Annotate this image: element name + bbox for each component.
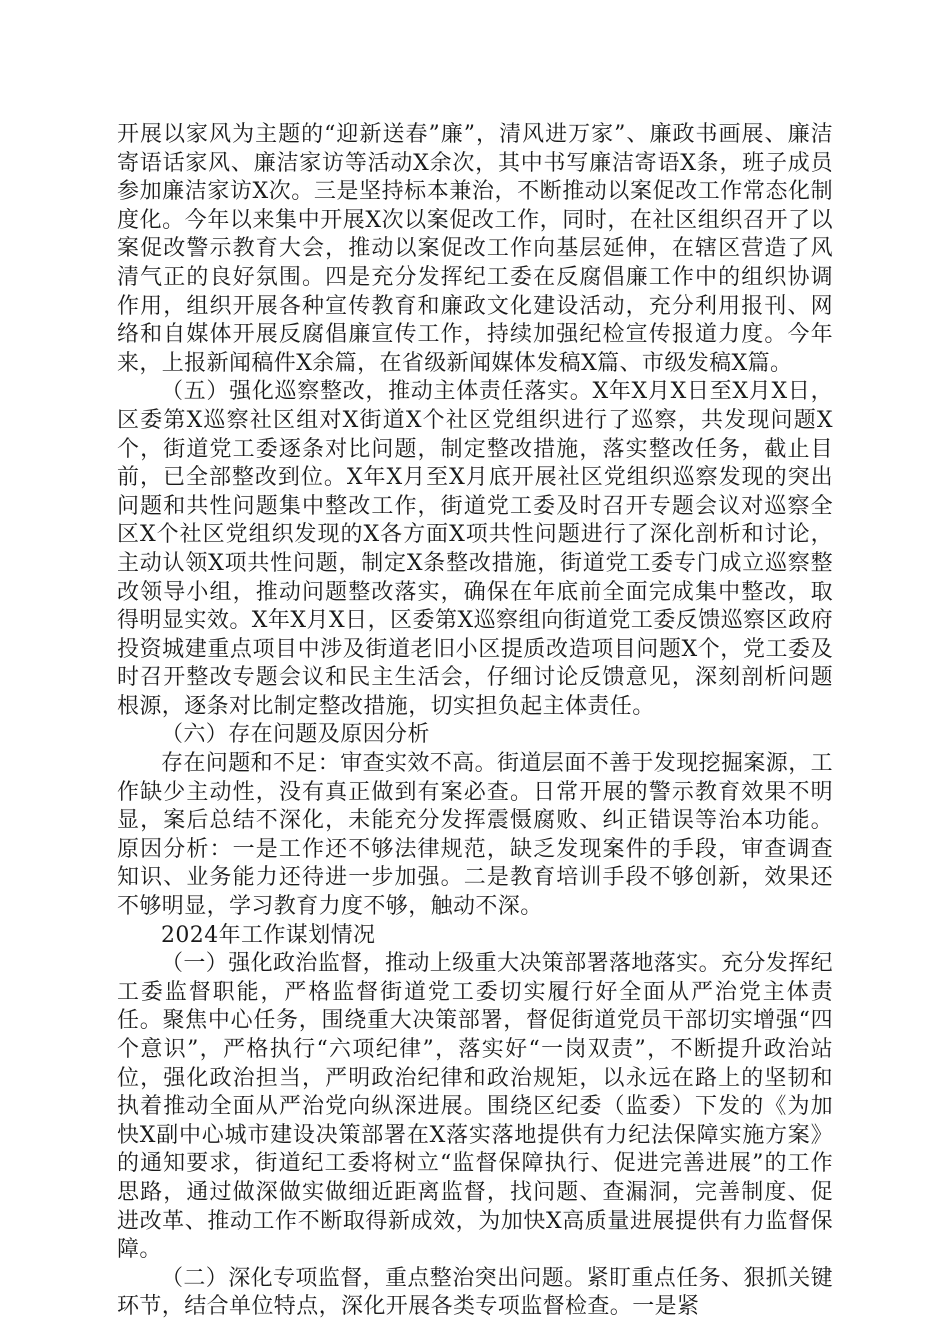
paragraph-political-supervision: （一）强化政治监督，推动上级重大决策部署落地落实。充分发挥纪工委监督职能，严格监督街道党工委切实履行好全面从严治党主体责任。聚焦中心任务，围绕重大决策部署，督促街道党员干部切实增强“四个意识”，严格执行“六项纪律”，落实好“一岗双责”，不断提升政治站位，强化政治担当，严明政治纪律和政治规矩，以永远在路上的坚韧和执着推动全面从严治党向纵深进展。围绕区纪委（监委）下发的《为加快X副中心城市建设决策部署在X落实落地提供有力纪法保障实施方案》的通知要求，街道纪工委将树立“监督保障执行、促进完善进展”的工作思路，通过做深做实做细近距离监督，找问题、查漏洞，完善制度、促进改革、推动工作不断取得新成效，为加快X高质量进展提供有力监督保障。 — [117, 951, 834, 1263]
document-page — [117, 121, 833, 1322]
paragraph-special-supervision: （二）深化专项监督，重点整治突出问题。紧盯重点任务、狠抓关键环节，结合单位特点，深化开展各类专项监督检查。一是紧 — [117, 1265, 834, 1320]
paragraph-problems-analysis: 存在问题和不足：审查实效不高。街道层面不善于发现挖掘案源，工作缺少主动性，没有真正做到有案必查。日常开展的警示教育效果不明显，案后总结不深化，未能充分发挥震慑腐败、纠正错误等治本功能。原因分析：一是工作还不够法律规范，缺乏发现案件的手段，审查调查知识、业务能力还待进一步加强。二是教育培训手段不够创新，效果还不够明显，学习教育力度不够，触动不深。 — [117, 751, 834, 920]
paragraph-inspection-rectification: （五）强化巡察整改，推动主体责任落实。X年X月X日至X月X日，区委第X巡察社区组对X街道X个社区党组织进行了巡察，共发现问题X个，街道党工委逐条对比问题，制定整改措施，落实整改任务，截止目前，已全部整改到位。X年X月至X月底开展社区党组织巡察发现的突出问题和共性问题集中整改工作，街道党工委及时召开专题会议对巡察全区X个社区党组织发现的X各方面X项共性问题进行了深化剖析和讨论，主动认领X项共性问题，制定X条整改措施，街道党工委专门成立巡察整改领导小组，推动问题整改落实，确保在年底前全面完成集中整改，取得明显实效。X年X月X日，区委第X巡察组向街道党工委反馈巡察区政府投资城建重点项目中涉及街道老旧小区提质改造项目问题X个，党工委及时召开整改专题会议和民主生活会，仔细讨论反馈意见，深刻剖析问题根源，逐条对比制定整改措施，切实担负起主体责任。 — [117, 379, 833, 719]
section-heading-2024-plan: 2024年工作谋划情况 — [161, 922, 376, 948]
paragraph-continuation: 开展以家风为主题的“迎新送春”廉”，清风进万家”、廉政书画展、廉洁寄语话家风、廉洁家访等活动X余次，其中书写廉洁寄语X条，班子成员参加廉洁家访X次。三是坚持标本兼治，不断推动以案促改工作常态化制度化。今年以来集中开展X次以案促改工作，同时，在社区组织召开了以案促改警示教育大会，推动以案促改工作向基层延伸，在辖区营造了风清气正的良好氛围。四是充分发挥纪工委在反腐倡廉工作中的组织协调作用，组织开展各种宣传教育和廉政文化建设活动，充分利用报刊、网络和自媒体开展反腐倡廉宣传工作，持续加强纪检宣传报道力度。今年来，上报新闻稿件X余篇，在省级新闻媒体发稿X篇、市级发稿X篇。 — [117, 122, 833, 376]
section-heading-problems: （六）存在问题及原因分析 — [161, 722, 430, 748]
